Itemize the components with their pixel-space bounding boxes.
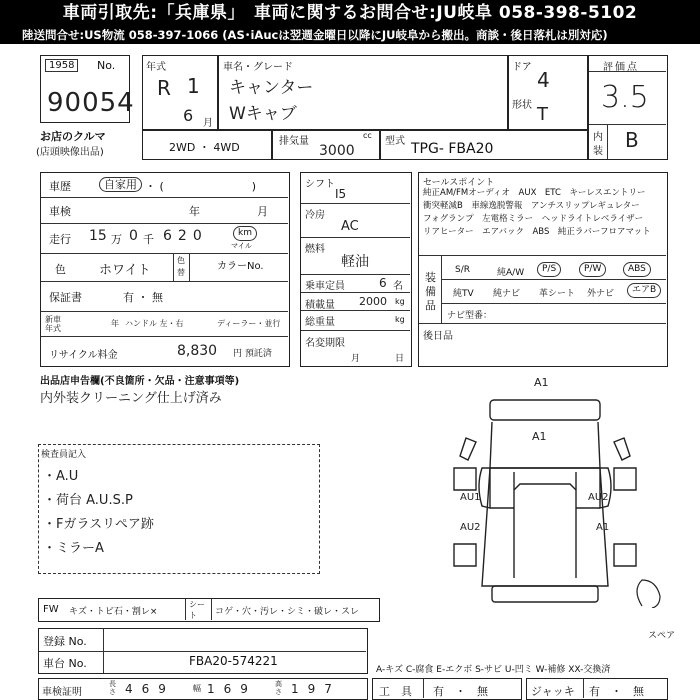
cert-height-label: 高さ [275,680,282,696]
lot-no-label: No. [97,59,116,72]
reg-change-label: 名変期限 [305,338,345,349]
fw-label: FW [43,604,59,615]
door-label: ドア [512,62,532,73]
mileage-man-unit: 万 [111,233,122,246]
equip-alloy-wheel: 純A/W [497,268,525,278]
mileage-rest: 620 [163,228,208,244]
body-outline [482,468,608,586]
equip-sunroof: S/R [455,265,470,275]
sales-block [418,172,668,367]
capacity-unit: 名 [393,281,403,292]
after-items-label: 後日品 [423,331,453,342]
displacement-value: 3000 [319,143,355,159]
damage-mark-left-door: AU1 [460,492,481,503]
car-name-label: 車名・グレード [223,62,293,73]
mileage-unit: km [233,226,257,241]
mileage-sen: 0 [129,228,138,244]
equip-label-2: 備 [425,285,436,298]
model-code-value: TPG- FBA20 [411,141,494,157]
cert-height: 197 [291,682,341,696]
color-label: 色 [55,263,66,276]
year-model-box [142,55,218,130]
chassis-value: FBA20-574221 [189,654,278,668]
equip-navi: 純ナビ [493,289,521,299]
damage-diagram [420,368,670,608]
cert-width: 169 [207,682,257,696]
front-bumper [490,400,600,420]
color-change-label-1: 色 [177,256,185,265]
equip-airbag: エアB [627,283,661,298]
era-value: R [157,76,171,100]
door-box [508,55,588,130]
damage-legend: A-キズ C-腐食 E-エクボ S-サビ U-凹ミ W-補修 XX-交換済 [376,665,611,675]
recycle-label: リサイクル料金 [49,350,118,361]
warranty-value: 有 ・ 無 [123,291,163,304]
month-unit: 月 [203,118,213,129]
new-car-dealer: ディーラー・並行 [217,319,281,328]
year-value: 1 [187,74,200,98]
history-rest: ・ ( ) [145,180,257,193]
shift-value: I5 [335,187,347,201]
drive-box [142,130,272,160]
capacity-value: 6 [379,276,387,290]
new-car-label-1: 新車 [45,315,61,324]
model-code-box [380,130,588,160]
mileage-sen-unit: 千 [143,233,154,246]
inspector-label: 検査員記入 [41,450,87,460]
cert-width-label: 幅 [193,684,201,693]
new-car-label-2: 年式 [45,324,61,333]
sales-points-text [423,187,651,239]
tools-value: 有 ・ 無 [433,685,488,698]
cert-row [38,678,368,700]
reg-change-day: 日 [395,354,405,364]
month-value: 6 [183,106,194,125]
drive-value: 2WD ・ 4WD [169,141,240,154]
equip-tv: 純TV [453,289,474,299]
notes-label: 出品店申告欄(不良箇所・欠品・注意事項等) [40,376,240,387]
cert-length-label: 長さ [109,680,116,696]
cab-roof-line [514,484,576,490]
equip-power-steering: P/S [537,262,561,277]
spare-tire-icon [637,580,660,608]
shop-label: お店のクルマ [40,130,106,143]
recycle-unit: 円 預託済 [233,349,272,359]
reg-chassis-block [38,628,368,674]
door-value: 4 [537,68,550,92]
right-rear-tire [614,544,636,566]
lot-year: 1958 [45,59,78,72]
inspector-line: ・Fガラスリペア跡 [43,517,154,532]
registration-label: 登録 No. [43,635,87,648]
mileage-man: 15 [89,228,107,244]
fuel-label: 燃料 [305,244,325,255]
damage-mark-right-bed: A1 [596,522,610,533]
sales-point-line: フォグランプ 左電格ミラー ヘッドライトレベライザー [423,214,644,224]
chassis-label: 車台 No. [43,657,87,670]
inspector-line: ・A.U [43,469,79,484]
warranty-label: 保証書 [49,291,82,304]
damage-mark-windshield: A1 [532,430,547,443]
history-label: 車歴 [49,180,71,193]
damage-mark-left-bed: AU2 [460,522,481,533]
score-value: 3.5 [601,80,649,115]
notes-text: 内外装クリーニング仕上げ済み [40,391,222,406]
seat-label-2: ト [189,611,197,620]
jack-value: 有 ・ 無 [589,685,644,698]
cert-length: 469 [125,682,175,696]
equip-abs: ABS [623,262,651,277]
header-contact: 車両引取先:「兵庫県」 車両に関するお問合せ:JU岐阜 058-398-5102 [0,0,700,27]
shape-value: T [537,104,548,125]
interior-label-1: 内 [593,132,603,143]
navi-model-label: ナビ型番： [447,311,493,321]
equip-label-3: 品 [425,299,436,312]
cert-label: 車検証明 [42,687,82,698]
equip-label-1: 装 [425,271,436,284]
inspection-month: 月 [257,205,268,218]
color-value: ホワイト [99,263,151,278]
inspection-label: 車検 [49,205,71,218]
shape-label: 形状 [512,100,532,111]
new-car-year-unit: 年 [111,319,119,328]
rear-bumper [492,586,598,602]
lot-number: 90054 [47,88,135,118]
sales-point-line: 純正AM/FMオーディオ AUX ETC キーレスエントリー [423,188,646,198]
inspector-box [38,444,320,574]
sales-point-line: リアヒーター エアバック ABS 純正ラバーフロアマット [423,227,651,237]
car-grade: Wキャブ [229,104,297,124]
spec-block [300,172,412,367]
displacement-label: 排気量 [279,136,309,147]
equip-ext-navi: 外ナビ [587,289,615,299]
mileage-unit-mile: マイル [231,242,252,250]
displacement-box [272,130,380,160]
equip-power-window: P/W [579,262,606,277]
left-mirror [460,438,476,460]
fuel-value: 軽油 [341,254,369,270]
year-label: 年式 [146,62,166,73]
weight-label: 総重量 [305,317,335,328]
new-car-handle: ハンドル 左・右 [125,319,184,328]
model-code-label: 型式 [385,136,405,147]
recycle-value: 8,830 [177,343,218,359]
right-front-tire [614,468,636,490]
load-label: 積載量 [305,300,335,311]
fw-value: キズ・トビ石・割レ× [69,607,158,617]
header-shipping: 陸送問合せ:US物流 058-397-1066 (AS･iAucは翌週金曜日以降にJU岐阜から搬出。商談・後日落札は別対応) [0,27,700,44]
car-name-box [218,55,508,130]
capacity-label: 乗車定員 [305,281,345,292]
car-name: キャンター [229,78,314,98]
displacement-unit: cc [363,131,372,140]
fw-seat-row [38,598,380,622]
left-rear-tire [454,544,476,566]
ac-label: 冷房 [305,210,325,221]
right-mirror [614,438,630,460]
interior-value: B [625,128,639,152]
seat-value: コゲ・穴・汚レ・シミ・破レ・スレ [215,607,360,617]
history-value: 自家用 [99,177,142,192]
score-label: 評価点 [603,62,639,73]
load-unit: kg [395,297,405,306]
jack-row [526,678,668,700]
inspector-line: ・ミラーA [43,541,104,556]
damage-mark-front: A1 [534,376,549,389]
reg-change-month: 月 [351,354,361,364]
tools-row [372,678,522,700]
equip-leather-seat: 革シート [539,289,576,299]
damage-mark-right-door: AU2 [588,492,609,503]
seat-label-1: シー [189,600,205,609]
shop-sub: (店頭映像出品) [36,147,104,158]
weight-unit: kg [395,315,405,324]
spare-label: スペア [648,631,676,641]
color-change-label-2: 替 [177,268,185,277]
sales-point-line: 衝突軽減B 車線逸脱警報 アンチスリップレギュレター [423,201,640,211]
interior-label-2: 装 [593,146,603,157]
score-box [588,55,668,160]
tools-label: 工 具 [379,685,412,698]
ac-value: AC [341,219,359,234]
mileage-label: 走行 [49,233,71,246]
left-front-tire [454,468,476,490]
inspector-line: ・荷台 A.U.S.P [43,493,133,508]
inspection-year: 年 [189,205,200,218]
inspector-lines [43,465,154,561]
jack-label: ジャッキ [531,685,575,698]
lot-box [40,55,135,123]
windshield [490,422,600,468]
shift-label: シフト [305,179,335,190]
load-value: 2000 [359,295,387,308]
sales-points-label: セールスポイント [423,178,495,188]
info-block [40,172,290,367]
color-no-label: カラーNo. [217,261,264,272]
